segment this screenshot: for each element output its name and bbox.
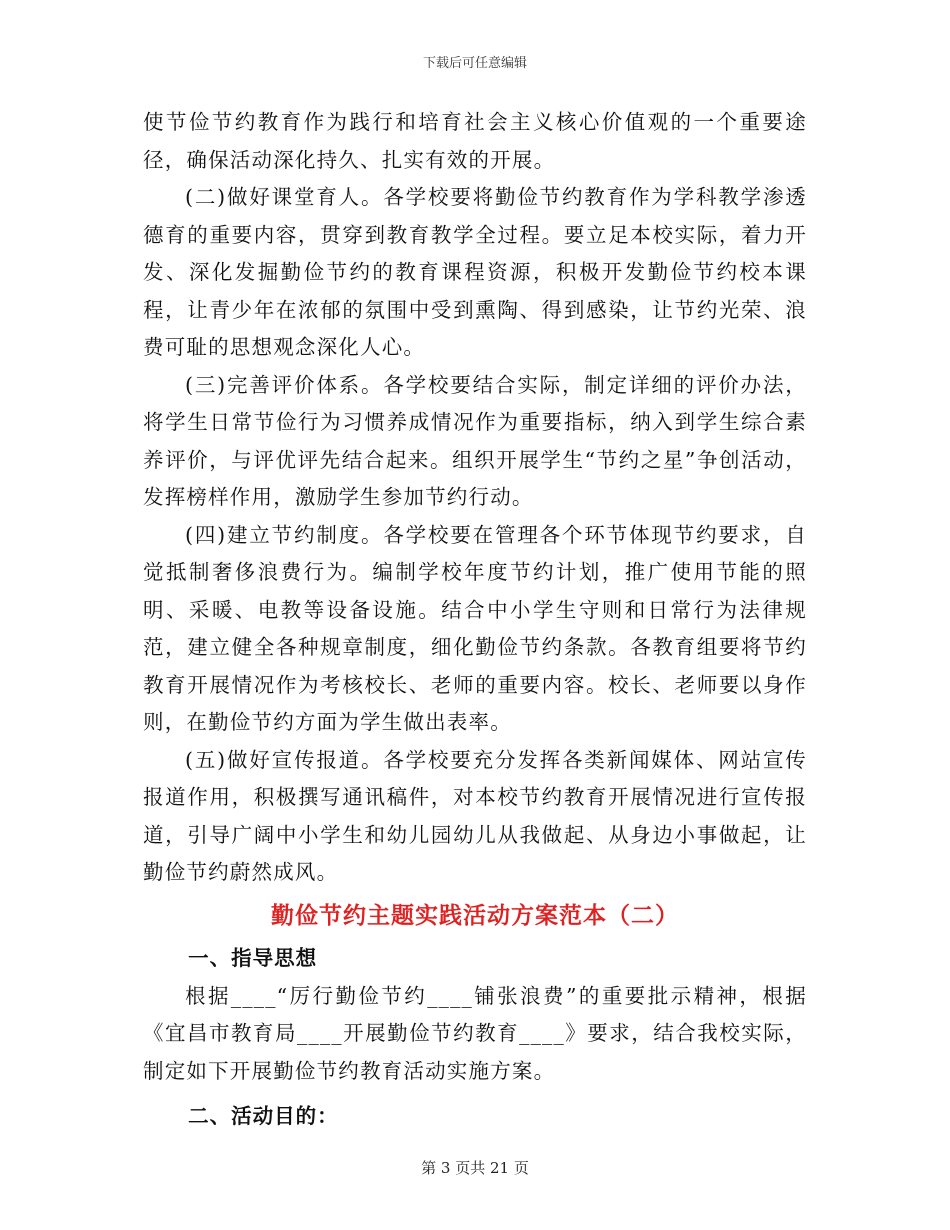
paragraph-guiding-thought: 根据____“厉行勤俭节约____铺张浪费”的重要批示精神，根据《宜昌市教育局____开展勤俭节约教育____》要求，结合我校实际，制定如下开展勤俭节约教育活动实施方案。 bbox=[143, 983, 807, 1083]
heading-guiding-thought: 一、指导思想 bbox=[188, 945, 318, 970]
paragraph-saving-system: (四)建立节约制度。各学校要在管理各个环节体现节约要求，自觉抵制奢侈浪费行为。编制学校年度节约计划，推广使用节能的照明、采暖、电教等设备设施。结合中小学生守则和日常行为法律规范，建立健全各种规章制度，细化勤俭节约条款。各教育组要将节约教育开展情况作为考核校长、老师的重要内容。校长、老师要以身作则，在勤俭节约方面为学生做出表率。 bbox=[143, 522, 807, 734]
paragraph-evaluation-system: (三)完善评价体系。各学校要结合实际，制定详细的评价办法，将学生日常节俭行为习惯养成情况作为重要指标，纳入到学生综合素养评价，与评优评先结合起来。组织开展学生“节约之星”争创活动，发挥榜样作用，激励学生参加节约行动。 bbox=[143, 372, 807, 509]
paragraph-publicity: (五)做好宣传报道。各学校要充分发挥各类新闻媒体、网站宣传报道作用，积极撰写通讯稿件，对本校节约教育开展情况进行宣传报道，引导广阔中小学生和幼儿园幼儿从我做起、从身边小事做起，让勤俭节约蔚然成风。 bbox=[143, 747, 807, 884]
paragraph-continuation: 使节俭节约教育作为践行和培育社会主义核心价值观的一个重要途径，确保活动深化持久、扎实有效的开展。 bbox=[143, 110, 807, 172]
page-footer: 第 3 页共 21 页 bbox=[421, 1159, 529, 1177]
section-title: 勤俭节约主题实践活动方案范本（二） bbox=[271, 901, 679, 929]
paragraph-classroom-education: (二)做好课堂育人。各学校要将勤俭节约教育作为学科教学渗透德育的重要内容，贯穿到教育教学全过程。要立足本校实际，着力开发、深化发掘勤俭节约的教育课程资源，积极开发勤俭节约校本课程，让青少年在浓郁的氛围中受到熏陶、得到感染，让节约光荣、浪费可耻的思想观念深化人心。 bbox=[143, 185, 807, 359]
document-body bbox=[143, 104, 807, 1136]
page-header: 下载后可任意编辑 bbox=[422, 56, 527, 71]
heading-activity-purpose: 二、活动目的： bbox=[188, 1104, 339, 1128]
